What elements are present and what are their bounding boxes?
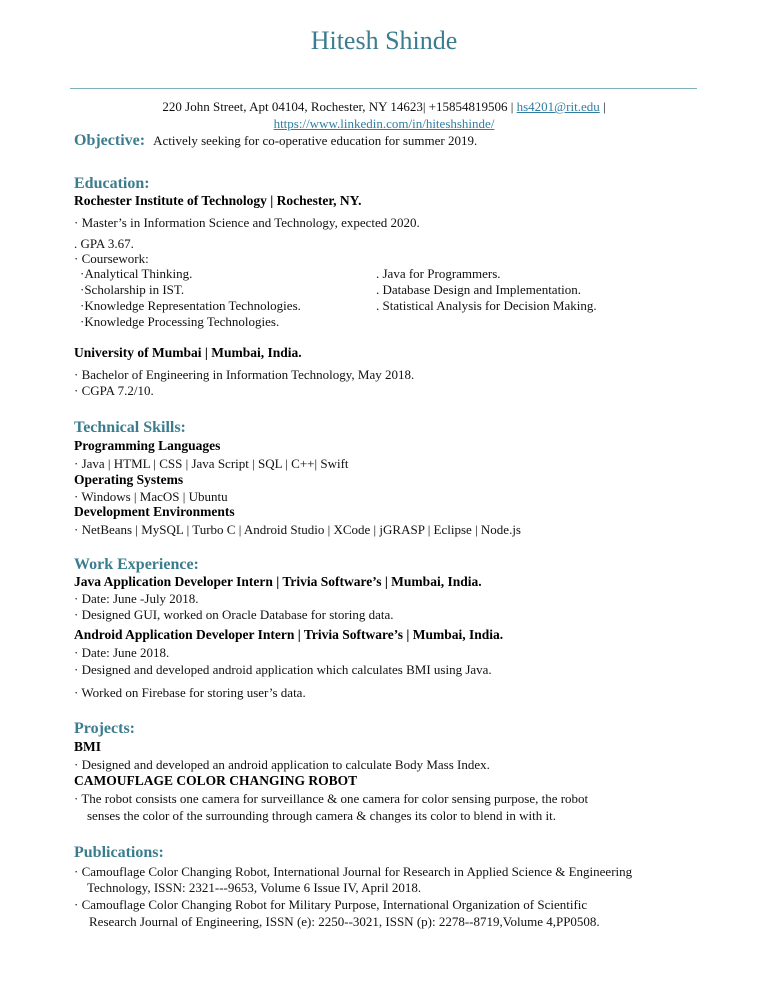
publication-2: · Camouflage Color Changing Robot for Military Purpose, International Organization of Scientific — [74, 897, 588, 912]
linkedin-line — [0, 116, 768, 132]
devenv-label: Development Environments — [74, 504, 235, 519]
os-label: Operating Systems — [74, 472, 184, 487]
programming-label: Programming Languages — [74, 438, 221, 453]
publication-2-cont: Research Journal of Engineering, ISSN (e): 2250--3021, ISSN (p): 2278--8719,Volume 4,PP0508. — [89, 914, 600, 929]
work-heading: Work Experience: — [74, 556, 199, 573]
skills-heading: Technical Skills: — [74, 419, 186, 436]
project-robot-desc: senses the color of the surrounding through camera & changes its color to blend in with it. — [87, 808, 556, 823]
course-left: ·Knowledge Processing Technologies. — [80, 314, 280, 329]
job1-date: · Date: June -July 2018. — [74, 591, 199, 606]
project-robot-desc: · The robot consists one camera for surveillance & one camera for color sensing purpose, the robot — [74, 791, 589, 806]
course-left: ·Scholarship in IST. — [80, 282, 185, 297]
devenv-list: · NetBeans | MySQL | Turbo C | Android Studio | XCode | jGRASP | Eclipse | Node.js — [74, 522, 521, 537]
contact-line — [0, 99, 768, 115]
header-divider — [70, 88, 697, 89]
contact-separator: | — [602, 99, 606, 114]
project-bmi-desc: · Designed and developed an android application to calculate Body Mass Index. — [74, 757, 490, 772]
course-left: ·Knowledge Representation Technologies. — [80, 298, 301, 313]
project-bmi-title: BMI — [74, 739, 101, 754]
programming-list: · Java | HTML | CSS | Java Script | SQL | C++| Swift — [74, 456, 349, 471]
contact-address: 220 John Street, Apt 04104, Rochester, NY 14623| +15854819506 | — [162, 99, 514, 114]
project-robot-title: CAMOUFLAGE COLOR CHANGING ROBOT — [74, 773, 358, 788]
job2-date: · Date: June 2018. — [74, 645, 170, 660]
objective-heading: Objective: — [74, 132, 146, 149]
projects-heading: Projects: — [74, 720, 135, 737]
job2-title: Android Application Developer Intern | Trivia Software’s | Mumbai, India. — [74, 627, 504, 642]
job1-desc: · Designed GUI, worked on Oracle Database for storing data. — [74, 607, 394, 622]
course-left: ·Analytical Thinking. — [80, 266, 193, 281]
mumbai-degree: · Bachelor of Engineering in Information Technology, May 2018. — [74, 367, 415, 382]
course-right: . Statistical Analysis for Decision Making. — [376, 298, 597, 313]
job2-desc: · Worked on Firebase for storing user’s data. — [74, 685, 306, 700]
publication-1: · Camouflage Color Changing Robot, International Journal for Research in Applied Science & Engineering — [74, 864, 633, 879]
linkedin-link[interactable]: https://www.linkedin.com/in/hiteshshinde/ — [273, 116, 495, 131]
objective-text: Actively seeking for co-operative education for summer 2019. — [153, 133, 478, 148]
mumbai-title: University of Mumbai | Mumbai, India. — [74, 345, 302, 360]
education-heading: Education: — [74, 175, 150, 192]
rit-degree: · Master’s in Information Science and Technology, expected 2020. — [74, 215, 420, 230]
os-list: · Windows | MacOS | Ubuntu — [74, 489, 228, 504]
course-right: . Java for Programmers. — [376, 266, 501, 281]
course-right: . Database Design and Implementation. — [376, 282, 582, 297]
job2-desc: · Designed and developed android application which calculates BMI using Java. — [74, 662, 492, 677]
objective-section — [74, 132, 477, 150]
publication-1-cont: Technology, ISSN: 2321---9653, Volume 6 Issue IV, April 2018. — [87, 880, 422, 895]
job1-title: Java Application Developer Intern | Trivia Software’s | Mumbai, India. — [74, 574, 482, 589]
rit-gpa: . GPA 3.67. — [74, 236, 134, 251]
rit-title: Rochester Institute of Technology | Rochester, NY. — [74, 193, 362, 208]
mumbai-cgpa: · CGPA 7.2/10. — [74, 383, 154, 398]
coursework-label: · Coursework: — [74, 251, 149, 266]
publications-heading: Publications: — [74, 844, 164, 861]
candidate-name: Hitesh Shinde — [310, 26, 458, 55]
email-link[interactable]: hs4201@rit.edu — [516, 99, 600, 114]
